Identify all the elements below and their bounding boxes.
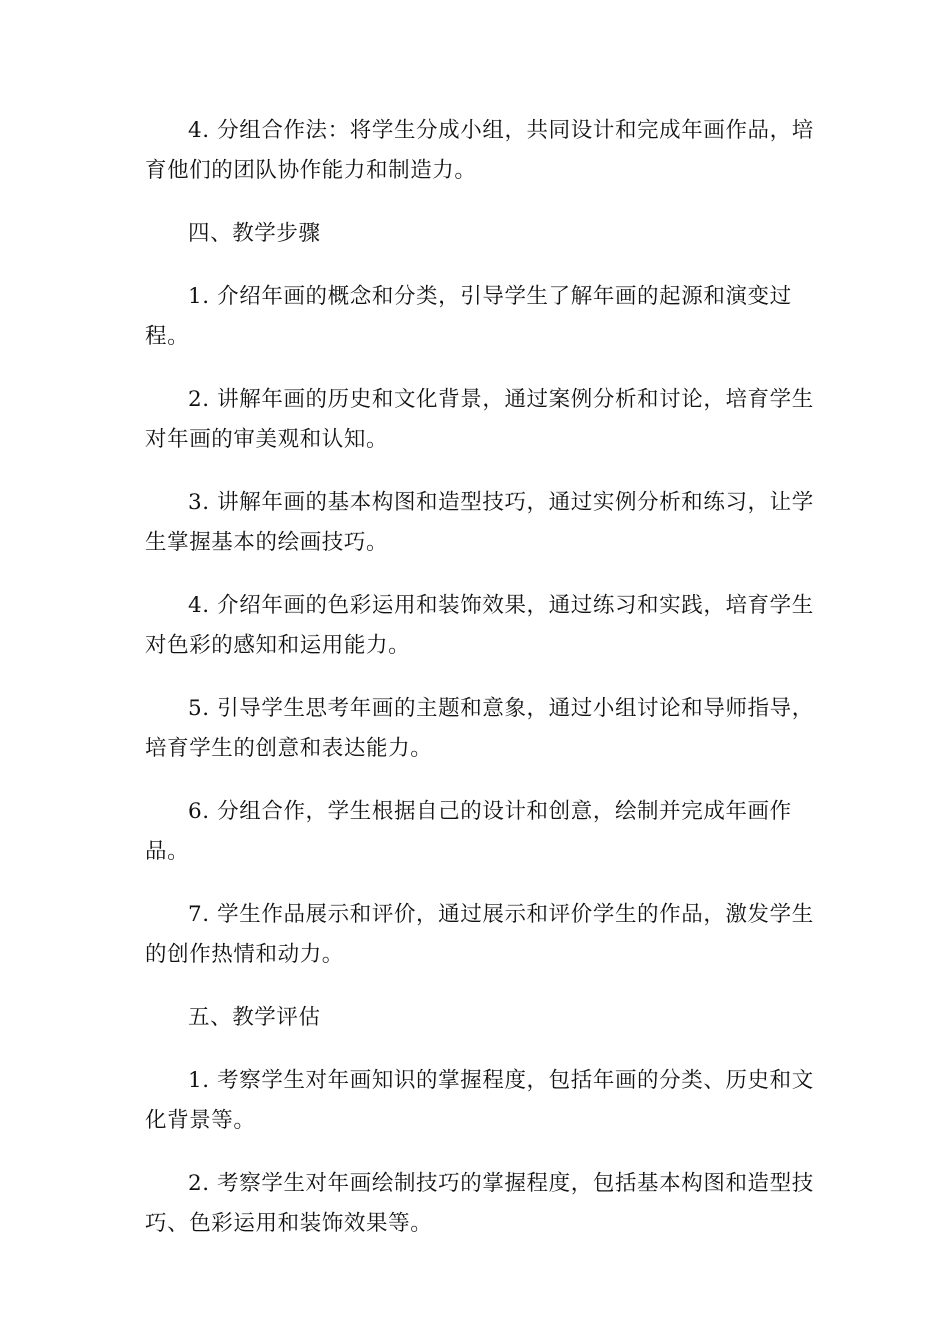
step-1-paragraph: 1. 介绍年画的概念和分类，引导学生了解年画的起源和演变过程。 xyxy=(145,284,792,349)
step-6-paragraph: 6. 分组合作，学生根据自己的设计和创意，绘制并完成年画作品。 xyxy=(145,799,792,864)
section-heading-teaching-evaluation: 五、教学评估 xyxy=(188,1005,321,1030)
step-4-paragraph: 4. 介绍年画的色彩运用和装饰效果，通过练习和实践，培育学生对色彩的感知和运用能力。 xyxy=(145,593,814,658)
section-heading-teaching-steps: 四、教学步骤 xyxy=(188,221,321,246)
paragraph-group-cooperation-method: 4. 分组合作法：将学生分成小组，共同设计和完成年画作品，培育他们的团队协作能力和制造力。 xyxy=(145,118,814,183)
evaluation-2-paragraph: 2. 考察学生对年画绘制技巧的掌握程度，包括基本构图和造型技巧、色彩运用和装饰效果等。 xyxy=(145,1171,814,1236)
step-2-paragraph: 2. 讲解年画的历史和文化背景，通过案例分析和讨论，培育学生对年画的审美观和认知。 xyxy=(145,387,814,452)
step-7-paragraph: 7. 学生作品展示和评价，通过展示和评价学生的作品，激发学生的创作热情和动力。 xyxy=(145,902,814,967)
document-body xyxy=(145,111,815,1267)
evaluation-1-paragraph: 1. 考察学生对年画知识的掌握程度，包括年画的分类、历史和文化背景等。 xyxy=(145,1068,814,1133)
step-5-paragraph: 5. 引导学生思考年画的主题和意象，通过小组讨论和导师指导，培育学生的创意和表达能力。 xyxy=(145,696,814,761)
step-3-paragraph: 3. 讲解年画的基本构图和造型技巧，通过实例分析和练习，让学生掌握基本的绘画技巧。 xyxy=(145,490,814,555)
